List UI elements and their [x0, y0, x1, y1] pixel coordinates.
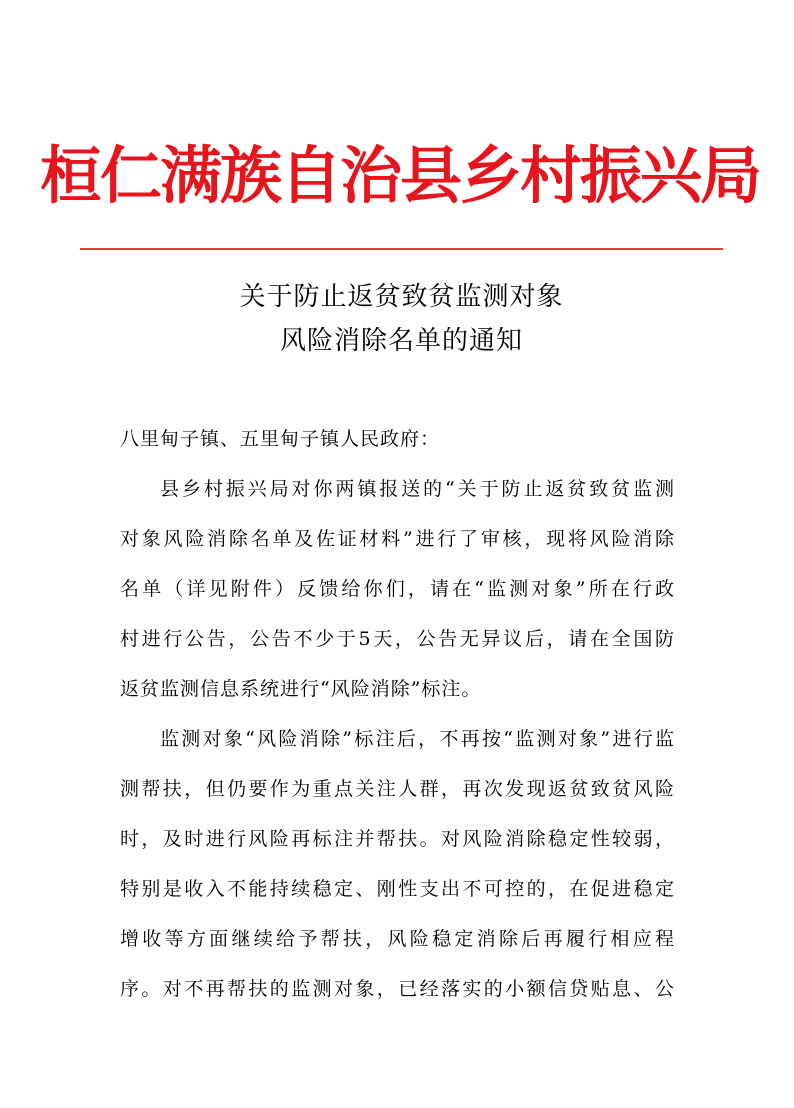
paragraph-1-line: 村进行公告，公告不少于5天，公告无异议后，请在全国防 — [120, 628, 675, 650]
salutation: 八里甸子镇、五里甸子镇人民政府： — [120, 428, 441, 450]
paragraph-1-line: 对象风险消除名单及佐证材料”进行了审核，现将风险消除 — [120, 528, 675, 550]
paragraph-1-line: 县乡村振兴局对你两镇报送的“关于防止返贫致贫监测 — [160, 478, 675, 500]
document-title-line-2: 风险消除名单的通知 — [279, 326, 523, 356]
document-title-line-1: 关于防止返贫致贫监测对象 — [239, 282, 564, 312]
paragraph-2-line: 序。对不再帮扶的监测对象，已经落实的小额信贷贴息、公 — [120, 978, 675, 1000]
paragraph-2-line: 特别是收入不能持续稳定、刚性支出不可控的，在促进稳定 — [120, 878, 675, 900]
paragraph-1-line: 返贫监测信息系统进行“风险消除”标注。 — [120, 678, 482, 700]
paragraph-2-line: 增收等方面继续给予帮扶，风险稳定消除后再履行相应程 — [120, 928, 675, 950]
issuer-header-title: 桓仁满族自治县乡村振兴局 — [40, 139, 761, 212]
paragraph-2-line: 时，及时进行风险再标注并帮扶。对风险消除稳定性较弱， — [120, 828, 675, 850]
paragraph-2-line: 监测对象“风险消除”标注后，不再按“监测对象”进行监 — [160, 728, 675, 750]
red-header-divider — [80, 248, 723, 250]
paragraph-2-line: 测帮扶，但仍要作为重点关注人群，再次发现返贫致贫风险 — [120, 778, 675, 800]
paragraph-1-line: 名单（详见附件）反馈给你们，请在“监测对象”所在行政 — [120, 578, 675, 600]
